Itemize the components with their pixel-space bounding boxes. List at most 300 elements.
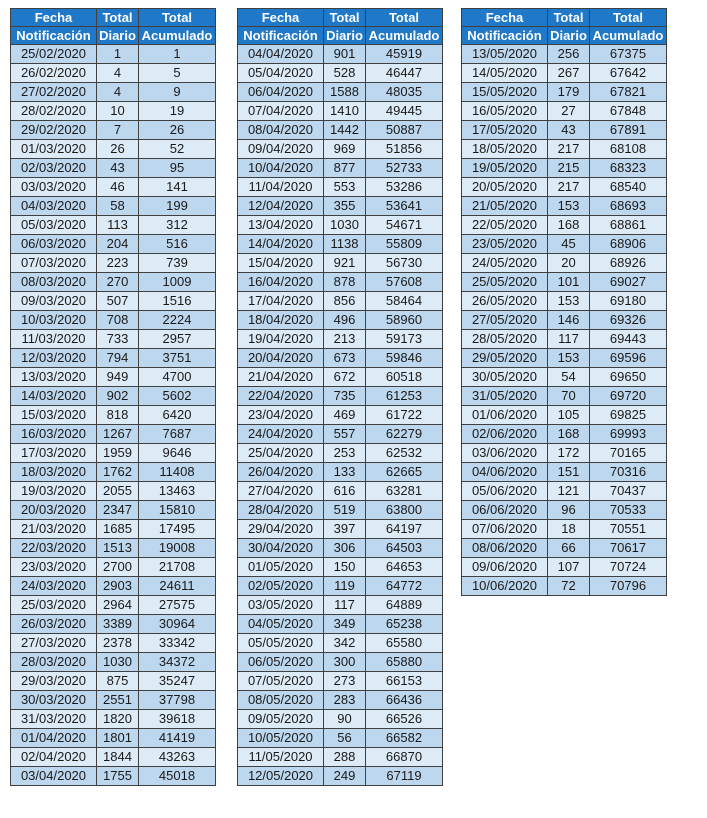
table-row xyxy=(11,64,216,83)
date-cell: 16/05/2020 xyxy=(462,102,548,121)
daily-total-cell: 949 xyxy=(97,368,139,387)
table-row xyxy=(11,102,216,121)
cumulative-total-cell: 66436 xyxy=(366,691,443,710)
table-row xyxy=(238,729,443,748)
date-cell: 01/04/2020 xyxy=(11,729,97,748)
daily-total-cell: 1442 xyxy=(324,121,366,140)
date-cell: 15/05/2020 xyxy=(462,83,548,102)
date-cell: 04/04/2020 xyxy=(238,45,324,64)
date-cell: 14/04/2020 xyxy=(238,235,324,254)
date-cell: 26/03/2020 xyxy=(11,615,97,634)
daily-total-cell: 397 xyxy=(324,520,366,539)
daily-total-cell: 223 xyxy=(97,254,139,273)
date-cell: 12/03/2020 xyxy=(11,349,97,368)
table-header xyxy=(462,9,667,45)
daily-total-cell: 288 xyxy=(324,748,366,767)
date-cell: 17/03/2020 xyxy=(11,444,97,463)
table-row xyxy=(11,178,216,197)
daily-total-cell: 204 xyxy=(97,235,139,254)
daily-total-cell: 1267 xyxy=(97,425,139,444)
daily-total-cell: 300 xyxy=(324,653,366,672)
cumulative-total-cell: 69720 xyxy=(590,387,667,406)
cumulative-total-cell: 66582 xyxy=(366,729,443,748)
date-cell: 08/04/2020 xyxy=(238,121,324,140)
date-cell: 05/03/2020 xyxy=(11,216,97,235)
table-row xyxy=(11,729,216,748)
cumulative-total-cell: 65580 xyxy=(366,634,443,653)
table-row xyxy=(11,444,216,463)
daily-total-cell: 969 xyxy=(324,140,366,159)
table-row xyxy=(462,45,667,64)
cumulative-total-cell: 66870 xyxy=(366,748,443,767)
table-row xyxy=(11,216,216,235)
daily-total-cell: 794 xyxy=(97,349,139,368)
daily-total-cell: 673 xyxy=(324,349,366,368)
table-row xyxy=(238,45,443,64)
header-total-acumulado: Total xyxy=(139,9,216,27)
cumulative-total-cell: 52 xyxy=(139,140,216,159)
date-cell: 10/05/2020 xyxy=(238,729,324,748)
daily-total-cell: 1685 xyxy=(97,520,139,539)
cumulative-total-cell: 68693 xyxy=(590,197,667,216)
table-row xyxy=(462,140,667,159)
table-row xyxy=(462,64,667,83)
date-cell: 10/04/2020 xyxy=(238,159,324,178)
table-row xyxy=(462,330,667,349)
table-row xyxy=(238,539,443,558)
date-cell: 22/04/2020 xyxy=(238,387,324,406)
date-cell: 14/05/2020 xyxy=(462,64,548,83)
daily-total-cell: 58 xyxy=(97,197,139,216)
table-row xyxy=(462,216,667,235)
table-row xyxy=(11,463,216,482)
cumulative-total-cell: 70533 xyxy=(590,501,667,520)
date-cell: 14/03/2020 xyxy=(11,387,97,406)
daily-total-cell: 90 xyxy=(324,710,366,729)
cumulative-total-cell: 56730 xyxy=(366,254,443,273)
table-row xyxy=(11,349,216,368)
date-cell: 19/03/2020 xyxy=(11,482,97,501)
table-row xyxy=(11,368,216,387)
daily-total-cell: 557 xyxy=(324,425,366,444)
cumulative-total-cell: 37798 xyxy=(139,691,216,710)
cases-table-1 xyxy=(10,8,216,786)
date-cell: 09/06/2020 xyxy=(462,558,548,577)
date-cell: 07/06/2020 xyxy=(462,520,548,539)
table-row xyxy=(462,425,667,444)
cumulative-total-cell: 66526 xyxy=(366,710,443,729)
table-row xyxy=(462,539,667,558)
table-row xyxy=(462,102,667,121)
date-cell: 01/06/2020 xyxy=(462,406,548,425)
cumulative-total-cell: 67375 xyxy=(590,45,667,64)
cumulative-total-cell: 1 xyxy=(139,45,216,64)
daily-total-cell: 215 xyxy=(548,159,590,178)
table-row xyxy=(11,387,216,406)
cumulative-total-cell: 9646 xyxy=(139,444,216,463)
daily-total-cell: 875 xyxy=(97,672,139,691)
header-total-diario: Total xyxy=(548,9,590,27)
date-cell: 31/05/2020 xyxy=(462,387,548,406)
daily-total-cell: 7 xyxy=(97,121,139,140)
daily-total-cell: 921 xyxy=(324,254,366,273)
daily-total-cell: 2551 xyxy=(97,691,139,710)
date-cell: 02/03/2020 xyxy=(11,159,97,178)
date-cell: 15/04/2020 xyxy=(238,254,324,273)
table-row xyxy=(462,178,667,197)
date-cell: 25/05/2020 xyxy=(462,273,548,292)
daily-total-cell: 20 xyxy=(548,254,590,273)
daily-total-cell: 26 xyxy=(97,140,139,159)
date-cell: 19/04/2020 xyxy=(238,330,324,349)
cumulative-total-cell: 2957 xyxy=(139,330,216,349)
daily-total-cell: 1513 xyxy=(97,539,139,558)
table-row xyxy=(238,406,443,425)
table-row xyxy=(11,691,216,710)
daily-total-cell: 153 xyxy=(548,197,590,216)
table-row xyxy=(238,292,443,311)
cumulative-total-cell: 62279 xyxy=(366,425,443,444)
date-cell: 06/04/2020 xyxy=(238,83,324,102)
date-cell: 24/05/2020 xyxy=(462,254,548,273)
cumulative-total-cell: 59846 xyxy=(366,349,443,368)
date-cell: 02/04/2020 xyxy=(11,748,97,767)
cumulative-total-cell: 7687 xyxy=(139,425,216,444)
cumulative-total-cell: 48035 xyxy=(366,83,443,102)
date-cell: 21/04/2020 xyxy=(238,368,324,387)
date-cell: 02/06/2020 xyxy=(462,425,548,444)
date-cell: 11/05/2020 xyxy=(238,748,324,767)
cumulative-total-cell: 70724 xyxy=(590,558,667,577)
header-total-acumulado: Total xyxy=(366,9,443,27)
daily-total-cell: 146 xyxy=(548,311,590,330)
date-cell: 20/03/2020 xyxy=(11,501,97,520)
date-cell: 06/03/2020 xyxy=(11,235,97,254)
table-row xyxy=(238,216,443,235)
table-row xyxy=(11,653,216,672)
table-row xyxy=(238,634,443,653)
cumulative-total-cell: 95 xyxy=(139,159,216,178)
cumulative-total-cell: 52733 xyxy=(366,159,443,178)
date-cell: 05/06/2020 xyxy=(462,482,548,501)
table-row xyxy=(238,577,443,596)
daily-total-cell: 18 xyxy=(548,520,590,539)
daily-total-cell: 150 xyxy=(324,558,366,577)
table-row xyxy=(462,463,667,482)
cumulative-total-cell: 67891 xyxy=(590,121,667,140)
date-cell: 05/05/2020 xyxy=(238,634,324,653)
cumulative-total-cell: 67119 xyxy=(366,767,443,786)
table-row xyxy=(462,311,667,330)
cumulative-total-cell: 65238 xyxy=(366,615,443,634)
daily-total-cell: 133 xyxy=(324,463,366,482)
cumulative-total-cell: 69326 xyxy=(590,311,667,330)
daily-total-cell: 1762 xyxy=(97,463,139,482)
cumulative-total-cell: 63281 xyxy=(366,482,443,501)
daily-total-cell: 1959 xyxy=(97,444,139,463)
cases-table-2 xyxy=(237,8,443,786)
date-cell: 29/05/2020 xyxy=(462,349,548,368)
cumulative-total-cell: 60518 xyxy=(366,368,443,387)
date-cell: 01/03/2020 xyxy=(11,140,97,159)
cumulative-total-cell: 9 xyxy=(139,83,216,102)
table-row xyxy=(11,634,216,653)
date-cell: 18/04/2020 xyxy=(238,311,324,330)
table-row xyxy=(238,197,443,216)
header-total-diario: Total xyxy=(324,9,366,27)
table-row xyxy=(238,254,443,273)
cumulative-total-cell: 67821 xyxy=(590,83,667,102)
date-cell: 29/04/2020 xyxy=(238,520,324,539)
date-cell: 25/02/2020 xyxy=(11,45,97,64)
date-cell: 07/03/2020 xyxy=(11,254,97,273)
date-cell: 28/05/2020 xyxy=(462,330,548,349)
table-row xyxy=(462,520,667,539)
daily-total-cell: 117 xyxy=(548,330,590,349)
cumulative-total-cell: 58464 xyxy=(366,292,443,311)
date-cell: 05/04/2020 xyxy=(238,64,324,83)
daily-total-cell: 342 xyxy=(324,634,366,653)
table-header xyxy=(238,9,443,45)
daily-total-cell: 528 xyxy=(324,64,366,83)
header-notificacion: Notificación xyxy=(238,27,324,45)
header-acumulado: Acumulado xyxy=(590,27,667,45)
table-row xyxy=(462,406,667,425)
date-cell: 02/05/2020 xyxy=(238,577,324,596)
daily-total-cell: 1820 xyxy=(97,710,139,729)
cumulative-total-cell: 64772 xyxy=(366,577,443,596)
cumulative-total-cell: 13463 xyxy=(139,482,216,501)
header-notificacion: Notificación xyxy=(462,27,548,45)
cumulative-total-cell: 516 xyxy=(139,235,216,254)
cumulative-total-cell: 1009 xyxy=(139,273,216,292)
date-cell: 21/05/2020 xyxy=(462,197,548,216)
daily-total-cell: 708 xyxy=(97,311,139,330)
table-row xyxy=(11,577,216,596)
table-row xyxy=(462,159,667,178)
cumulative-total-cell: 199 xyxy=(139,197,216,216)
cumulative-total-cell: 17495 xyxy=(139,520,216,539)
daily-total-cell: 253 xyxy=(324,444,366,463)
daily-total-cell: 56 xyxy=(324,729,366,748)
date-cell: 11/03/2020 xyxy=(11,330,97,349)
date-cell: 26/02/2020 xyxy=(11,64,97,83)
daily-total-cell: 217 xyxy=(548,140,590,159)
cumulative-total-cell: 39618 xyxy=(139,710,216,729)
cumulative-total-cell: 68861 xyxy=(590,216,667,235)
table-row xyxy=(462,558,667,577)
date-cell: 04/05/2020 xyxy=(238,615,324,634)
cumulative-total-cell: 68906 xyxy=(590,235,667,254)
daily-total-cell: 119 xyxy=(324,577,366,596)
cumulative-total-cell: 6420 xyxy=(139,406,216,425)
table-row xyxy=(462,292,667,311)
table-row xyxy=(238,748,443,767)
date-cell: 09/04/2020 xyxy=(238,140,324,159)
date-cell: 06/05/2020 xyxy=(238,653,324,672)
daily-total-cell: 70 xyxy=(548,387,590,406)
date-cell: 16/03/2020 xyxy=(11,425,97,444)
cumulative-total-cell: 45018 xyxy=(139,767,216,786)
daily-total-cell: 1030 xyxy=(97,653,139,672)
header-acumulado: Acumulado xyxy=(366,27,443,45)
daily-total-cell: 43 xyxy=(548,121,590,140)
table-row xyxy=(238,520,443,539)
table-row xyxy=(238,330,443,349)
cumulative-total-cell: 46447 xyxy=(366,64,443,83)
cumulative-total-cell: 69993 xyxy=(590,425,667,444)
cumulative-total-cell: 19008 xyxy=(139,539,216,558)
table-row xyxy=(462,235,667,254)
cumulative-total-cell: 69650 xyxy=(590,368,667,387)
date-cell: 09/03/2020 xyxy=(11,292,97,311)
daily-total-cell: 496 xyxy=(324,311,366,330)
table-row xyxy=(238,710,443,729)
date-cell: 18/05/2020 xyxy=(462,140,548,159)
table-row xyxy=(11,558,216,577)
table-row xyxy=(462,387,667,406)
daily-total-cell: 2700 xyxy=(97,558,139,577)
cumulative-total-cell: 70316 xyxy=(590,463,667,482)
table-row xyxy=(11,235,216,254)
daily-total-cell: 270 xyxy=(97,273,139,292)
table-row xyxy=(11,140,216,159)
cumulative-total-cell: 67642 xyxy=(590,64,667,83)
table-row xyxy=(238,501,443,520)
cumulative-total-cell: 54671 xyxy=(366,216,443,235)
cumulative-total-cell: 45919 xyxy=(366,45,443,64)
date-cell: 23/05/2020 xyxy=(462,235,548,254)
cumulative-total-cell: 11408 xyxy=(139,463,216,482)
cumulative-total-cell: 64503 xyxy=(366,539,443,558)
cumulative-total-cell: 34372 xyxy=(139,653,216,672)
cumulative-total-cell: 3751 xyxy=(139,349,216,368)
date-cell: 28/04/2020 xyxy=(238,501,324,520)
daily-total-cell: 1030 xyxy=(324,216,366,235)
date-cell: 23/04/2020 xyxy=(238,406,324,425)
table-row xyxy=(238,387,443,406)
cumulative-total-cell: 62532 xyxy=(366,444,443,463)
daily-total-cell: 349 xyxy=(324,615,366,634)
cumulative-total-cell: 15810 xyxy=(139,501,216,520)
date-cell: 04/06/2020 xyxy=(462,463,548,482)
daily-total-cell: 1801 xyxy=(97,729,139,748)
date-cell: 22/03/2020 xyxy=(11,539,97,558)
table-row xyxy=(462,501,667,520)
daily-total-cell: 519 xyxy=(324,501,366,520)
daily-total-cell: 355 xyxy=(324,197,366,216)
table-row xyxy=(238,463,443,482)
date-cell: 09/05/2020 xyxy=(238,710,324,729)
daily-total-cell: 43 xyxy=(97,159,139,178)
cumulative-total-cell: 58960 xyxy=(366,311,443,330)
table-row xyxy=(238,767,443,786)
daily-total-cell: 1 xyxy=(97,45,139,64)
cumulative-total-cell: 69027 xyxy=(590,273,667,292)
daily-total-cell: 121 xyxy=(548,482,590,501)
cumulative-total-cell: 67848 xyxy=(590,102,667,121)
daily-total-cell: 10 xyxy=(97,102,139,121)
daily-total-cell: 151 xyxy=(548,463,590,482)
table-row xyxy=(238,121,443,140)
header-diario: Diario xyxy=(324,27,366,45)
cumulative-total-cell: 61722 xyxy=(366,406,443,425)
table-row xyxy=(11,406,216,425)
table-row xyxy=(11,330,216,349)
cumulative-total-cell: 69825 xyxy=(590,406,667,425)
daily-total-cell: 2347 xyxy=(97,501,139,520)
date-cell: 17/04/2020 xyxy=(238,292,324,311)
date-cell: 12/05/2020 xyxy=(238,767,324,786)
table-row xyxy=(11,672,216,691)
table-row xyxy=(238,368,443,387)
table-row xyxy=(11,482,216,501)
cumulative-total-cell: 141 xyxy=(139,178,216,197)
daily-total-cell: 105 xyxy=(548,406,590,425)
table-row xyxy=(462,368,667,387)
cumulative-total-cell: 43263 xyxy=(139,748,216,767)
cumulative-total-cell: 41419 xyxy=(139,729,216,748)
cumulative-total-cell: 27575 xyxy=(139,596,216,615)
date-cell: 13/05/2020 xyxy=(462,45,548,64)
cumulative-total-cell: 30964 xyxy=(139,615,216,634)
cumulative-total-cell: 53641 xyxy=(366,197,443,216)
daily-total-cell: 267 xyxy=(548,64,590,83)
cumulative-total-cell: 69180 xyxy=(590,292,667,311)
date-cell: 03/05/2020 xyxy=(238,596,324,615)
date-cell: 18/03/2020 xyxy=(11,463,97,482)
daily-total-cell: 3389 xyxy=(97,615,139,634)
date-cell: 27/03/2020 xyxy=(11,634,97,653)
daily-total-cell: 901 xyxy=(324,45,366,64)
daily-total-cell: 4 xyxy=(97,83,139,102)
daily-total-cell: 1755 xyxy=(97,767,139,786)
daily-total-cell: 818 xyxy=(97,406,139,425)
date-cell: 12/04/2020 xyxy=(238,197,324,216)
date-cell: 24/04/2020 xyxy=(238,425,324,444)
date-cell: 01/05/2020 xyxy=(238,558,324,577)
table-row xyxy=(462,83,667,102)
date-cell: 25/03/2020 xyxy=(11,596,97,615)
date-cell: 07/04/2020 xyxy=(238,102,324,121)
table-row xyxy=(238,159,443,178)
header-total-diario: Total xyxy=(97,9,139,27)
daily-total-cell: 117 xyxy=(324,596,366,615)
date-cell: 27/02/2020 xyxy=(11,83,97,102)
table-row xyxy=(238,102,443,121)
daily-total-cell: 172 xyxy=(548,444,590,463)
daily-total-cell: 249 xyxy=(324,767,366,786)
daily-total-cell: 4 xyxy=(97,64,139,83)
cumulative-total-cell: 50887 xyxy=(366,121,443,140)
daily-total-cell: 168 xyxy=(548,425,590,444)
table-row xyxy=(462,444,667,463)
date-cell: 11/04/2020 xyxy=(238,178,324,197)
daily-total-cell: 2378 xyxy=(97,634,139,653)
daily-total-cell: 283 xyxy=(324,691,366,710)
date-cell: 29/02/2020 xyxy=(11,121,97,140)
daily-total-cell: 733 xyxy=(97,330,139,349)
cumulative-total-cell: 70165 xyxy=(590,444,667,463)
table-row xyxy=(238,615,443,634)
table-row xyxy=(238,444,443,463)
cumulative-total-cell: 26 xyxy=(139,121,216,140)
date-cell: 13/04/2020 xyxy=(238,216,324,235)
cumulative-total-cell: 64889 xyxy=(366,596,443,615)
header-fecha: Fecha xyxy=(238,9,324,27)
daily-total-cell: 616 xyxy=(324,482,366,501)
date-cell: 26/05/2020 xyxy=(462,292,548,311)
